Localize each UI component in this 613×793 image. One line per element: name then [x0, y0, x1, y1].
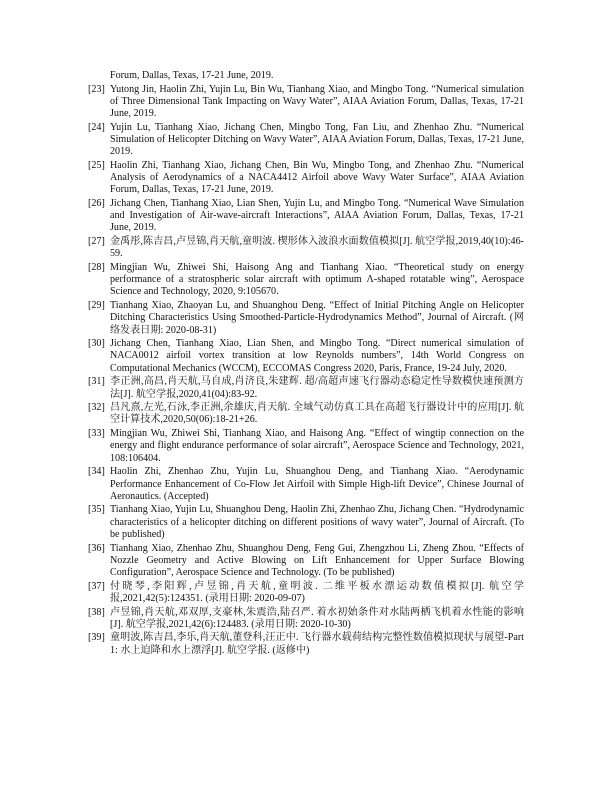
reference-text: 付晓琴,李阳辉,卢昱锦,肖天航,童明波. 二维平板水漂运动数值模拟[J]. 航空学报,2021,42(5):124351. (录用日期: 2020-09-07) [110, 580, 524, 604]
reference-number: [39] [88, 632, 105, 644]
reference-number: [28] [88, 262, 105, 274]
reference-number: [30] [88, 338, 105, 350]
reference-entry [88, 84, 524, 121]
reference-entry [88, 300, 524, 337]
reference-number: [26] [88, 198, 105, 210]
reference-entry [88, 122, 524, 159]
reference-list [88, 70, 524, 658]
reference-text: 李正洲,高昌,肖天航,马自成,肖济良,朱建辉. 超/高超声速飞行器动态稳定性导数模快速预测方法[J]. 航空学报,2020,41(04):83-92. [110, 376, 524, 400]
reference-text: Tianhang Xiao, Zhaoyan Lu, and Shuanghou Deng. “Effect of Initial Pitching Angle on Helicopter Ditching Characteristics Using Smoothed-Particle-Hydrodynamics Method”, Journal of Aircraft. (网络发表日期: 2020-08-31) [110, 300, 524, 336]
reference-text: Tianhang Xiao, Yujin Lu, Shuanghou Deng, Haolin Zhi, Zhenhao Zhu, Jichang Chen. “Hydrodynamic characteristics of a helicopter ditching on different positions of wavy water”, Journal of Aircraft. (To be published) [110, 504, 524, 540]
reference-number: [29] [88, 300, 105, 312]
reference-entry [88, 376, 524, 400]
reference-number: [32] [88, 402, 105, 414]
reference-text: Tianhang Xiao, Zhenhao Zhu, Shuanghou Deng, Feng Gui, Zhengzhou Li, Zheng Zhou. “Effects of Nozzle Geometry and Active Blowing on Lift Enhancement for Upper Surface Blowing Configuration”, Aerospace Science and Technology. (To be published) [110, 542, 524, 578]
reference-text: Mingjian Wu, Zhiwei Shi, Tianhang Xiao, and Haisong Ang. “Effect of wingtip connection on the energy and flight endurance performance of solar aircraft”, Aerospace Science and Technology, 2021, 108:106404. [110, 428, 524, 464]
reference-entry [88, 160, 524, 197]
reference-text: 金禹彤,陈吉昌,卢昱锦,肖天航,童明波. 楔形体入波浪水面数值模拟[J]. 航空学报,2019,40(10):46-59. [110, 236, 524, 260]
reference-text: 童明波,陈吉昌,李乐,肖天航,董登科,汪正中. 飞行器水载荷结构完整性数值模拟现状与展望-Part 1: 水上迫降和水上漂浮[J]. 航空学报. (返修中) [110, 632, 524, 656]
reference-number: [31] [88, 376, 105, 388]
reference-text: Haolin Zhi, Tianhang Xiao, Jichang Chen, Bin Wu, Mingbo Tong, and Zhenhao Zhu. “Numerical Analysis of Aerodynamics of a NACA4412 Airfoil above Wavy Water Surface”, AIAA Aviation Forum, Dallas, Texas, 17-21 June, 2019. [110, 159, 524, 196]
reference-entry [88, 262, 524, 299]
reference-entry [88, 543, 524, 580]
reference-text: Haolin Zhi, Zhenhao Zhu, Yujin Lu, Shuanghou Deng, and Tianhang Xiao. “Aerodynamic Performance Enhancement of Co-Flow Jet Airfoil with Simple High-lift Device”, Chinese Journal of Aeronautics. (Accepted) [110, 466, 524, 502]
reference-number: [37] [88, 580, 105, 592]
reference-number: [24] [88, 121, 105, 133]
reference-text: Forum, Dallas, Texas, 17-21 June, 2019. [110, 70, 274, 81]
reference-number: [38] [88, 606, 105, 618]
reference-number: [36] [88, 542, 105, 554]
reference-text: Yujin Lu, Tianhang Xiao, Jichang Chen, Mingbo Tong, Fan Liu, and Zhenhao Zhu. “Numerical Simulation of Helicopter Ditching on Wavy Water”, AIAA Aviation Forum, Dallas, Texas, 17-21 June, 2019. [110, 121, 524, 158]
reference-entry [88, 198, 524, 235]
reference-entry [88, 428, 524, 465]
reference-text: Jichang Chen, Tianhang Xiao, Lian Shen, Yujin Lu, and Mingbo Tong. “Numerical Wave Simulation and Investigation of Air-wave-aircraft Interactions”, AIAA Aviation Forum, Dallas, Texas, 17-21 June, 2019. [110, 198, 524, 234]
reference-text: Mingjian Wu, Zhiwei Shi, Haisong Ang and Tianhang Xiao. “Theoretical study on energy performance of a stratospheric solar aircraft with optimum Λ-shaped rotatable wing”, Aerospace Science and Technology, 2020, 9:105670. [110, 262, 524, 298]
reference-number: [27] [88, 236, 105, 248]
reference-entry [88, 70, 524, 82]
reference-text: Yutong Jin, Haolin Zhi, Yujin Lu, Bin Wu, Tianhang Xiao, and Mingbo Tong. “Numerical simulation of Three Dimensional Tank Impacting on Wavy Water”, AIAA Aviation Forum, Dallas, Texas, 17-21 June, 2019. [110, 83, 524, 120]
reference-text: 卢昱锦,肖天航,邓双厚,支豪林,朱震浩,陆召严. 着水初始条件对水陆两栖飞机着水性能的影响[J]. 航空学报,2021,42(6):124483. (录用日期: 2020-10-30) [110, 606, 524, 630]
reference-entry [88, 338, 524, 375]
reference-number: [34] [88, 466, 105, 478]
reference-entry [88, 236, 524, 260]
reference-number: [33] [88, 428, 105, 440]
reference-entry [88, 581, 524, 605]
reference-entry [88, 466, 524, 503]
reference-entry [88, 632, 524, 656]
reference-entry [88, 402, 524, 426]
reference-text: Jichang Chen, Tianhang Xiao, Lian Shen, and Mingbo Tong. “Direct numerical simulation of NACA0012 airfoil vortex transition at low Reynolds numbers”, 14th World Congress on Computational Mechanics (WCCM), ECCOMAS Congress 2020, Paris, France, 19-24 July, 2020. [110, 338, 524, 374]
reference-number: [25] [88, 159, 105, 171]
reference-number: [23] [88, 83, 105, 95]
reference-text: 吕凡熹,左光,石泳,李正洲,余雄庆,肖天航. 全域气动仿真工具在高超飞行器设计中的应用[J]. 航空计算技术,2020,50(06):18-21+26. [110, 402, 524, 426]
reference-entry [88, 607, 524, 631]
reference-number: [35] [88, 504, 105, 516]
reference-entry [88, 504, 524, 541]
